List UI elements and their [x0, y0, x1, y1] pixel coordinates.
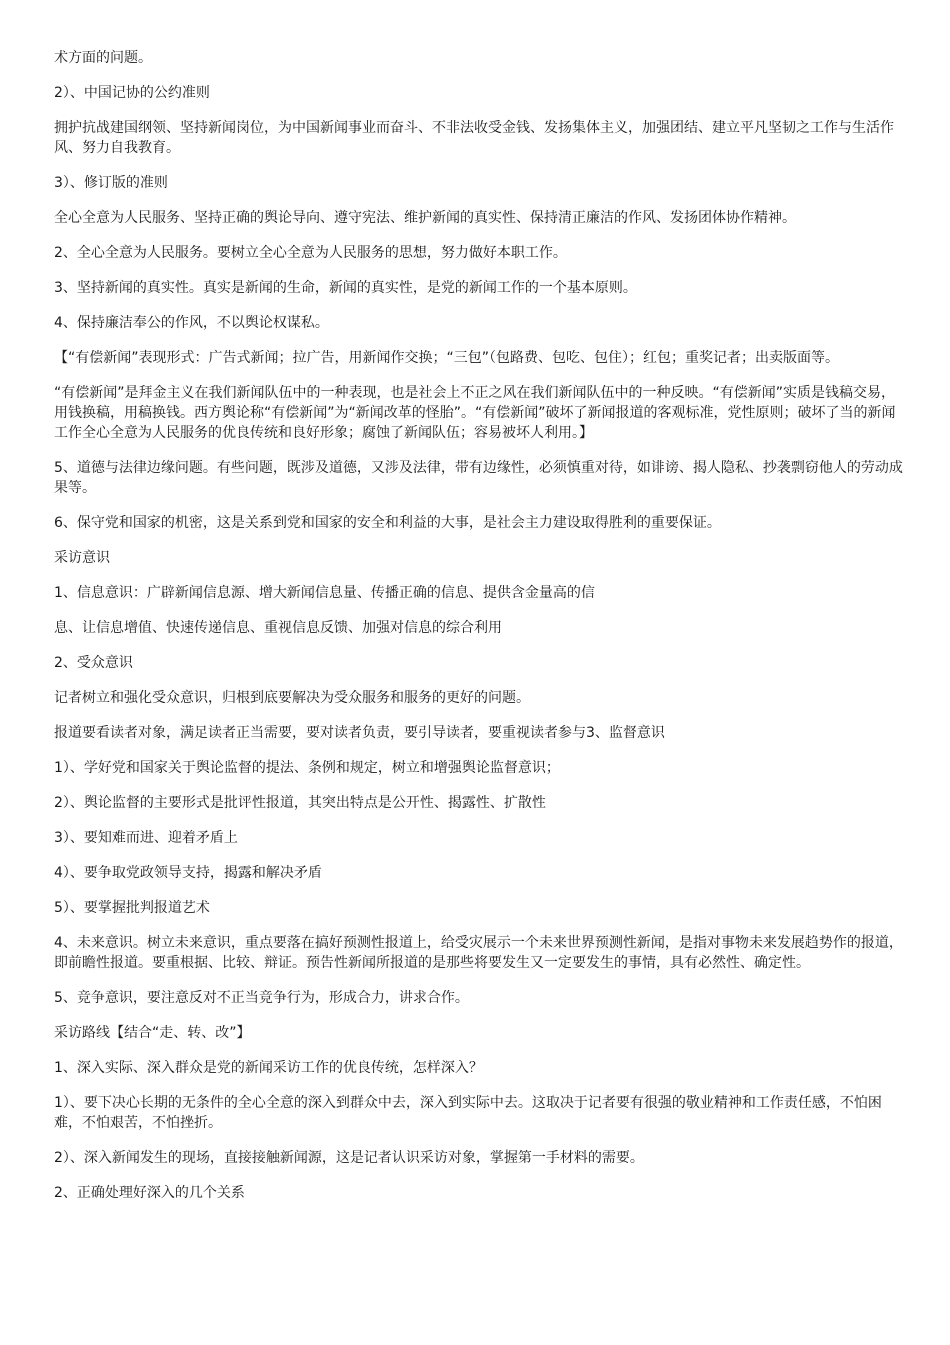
paragraph: 5）、要掌握批判报道艺术 — [54, 900, 210, 916]
paragraph: 5、道德与法律边缘问题。有些问题，既涉及道德，又涉及法律，带有边缘性，必须慎重对待，如诽谤、揭人隐私、抄袭剽窃他人的劳动成果等。 — [54, 460, 903, 496]
paragraph: “有偿新闻”是拜金主义在我们新闻队伍中的一种表现，也是社会上不正之风在我们新闻队伍中的一种反映。“有偿新闻”实质是钱稿交易，用钱换稿，用稿换钱。西方舆论称“有偿新闻”为“新闻改革的怪胎”。“有偿新闻”破坏了新闻报道的客观标准，党性原则；破坏了当的新闻工作全心全意为人民服务的优良传统和良好形象；腐蚀了新闻队伍；容易被坏人利用。】 — [54, 385, 896, 441]
paragraph: 1、信息意识：广辟新闻信息源、增大新闻信息量、传播正确的信息、提供含金量高的信 — [54, 585, 595, 601]
paragraph: 全心全意为人民服务、坚持正确的舆论导向、遵守宪法、维护新闻的真实性、保持清正廉洁的作风、发扬团体协作精神。 — [54, 210, 796, 226]
paragraph: 拥护抗战建国纲领、坚持新闻岗位，为中国新闻事业而奋斗、不非法收受金钱、发扬集体主义，加强团结、建立平凡坚韧之工作与生活作风、努力自我教育。 — [54, 120, 894, 156]
paragraph: 3）、要知难而进、迎着矛盾上 — [54, 830, 238, 846]
paragraph: 1）、要下决心长期的无条件的全心全意的深入到群众中去，深入到实际中去。这取决于记者要有很强的敬业精神和工作责任感，不怕困难，不怕艰苦，不怕挫折。 — [54, 1095, 882, 1131]
paragraph: 2、全心全意为人民服务。要树立全心全意为人民服务的思想，努力做好本职工作。 — [54, 245, 567, 261]
paragraph: 2）、中国记协的公约准则 — [54, 85, 210, 101]
paragraph: 5、竞争意识，要注意反对不正当竞争行为，形成合力，讲求合作。 — [54, 990, 469, 1006]
paragraph: 4、未来意识。树立未来意识，重点要落在搞好预测性报道上，给受灾展示一个未来世界预测性新闻，是指对事物未来发展趋势作的报道，即前瞻性报道。要重根据、比较、辩证。预告性新闻所报道的是那些将要发生又一定要发生的事情，具有必然性、确定性。 — [54, 935, 903, 971]
paragraph: 记者树立和强化受众意识，归根到底要解决为受众服务和服务的更好的问题。 — [54, 690, 530, 706]
paragraph: 术方面的问题。 — [54, 50, 152, 66]
paragraph: 3）、修订版的准则 — [54, 175, 168, 191]
paragraph: 2）、舆论监督的主要形式是批评性报道，其突出特点是公开性、揭露性、扩散性 — [54, 795, 546, 811]
paragraph: 6、保守党和国家的机密，这是关系到党和国家的安全和利益的大事，是社会主力建设取得胜利的重要保证。 — [54, 515, 721, 531]
paragraph: 3、坚持新闻的真实性。真实是新闻的生命，新闻的真实性，是党的新闻工作的一个基本原则。 — [54, 280, 637, 296]
document-body — [54, 48, 906, 1218]
paragraph: 2）、深入新闻发生的现场，直接接触新闻源，这是记者认识采访对象，掌握第一手材料的需要。 — [54, 1150, 644, 1166]
paragraph: 1、深入实际、深入群众是党的新闻采访工作的优良传统，怎样深入？ — [54, 1060, 483, 1076]
paragraph: 报道要看读者对象，满足读者正当需要，要对读者负责，要引导读者，要重视读者参与3、监督意识 — [54, 725, 665, 741]
paragraph: 2、受众意识 — [54, 655, 133, 671]
section-heading: 采访路线【结合“走、转、改”】 — [54, 1025, 251, 1041]
section-heading: 采访意识 — [54, 550, 110, 566]
paragraph: 【“有偿新闻”表现形式：广告式新闻；拉广告，用新闻作交换；“三包”（包路费、包吃、包住）；红包；重奖记者；出卖版面等。 — [54, 350, 840, 366]
paragraph: 4、保持廉洁奉公的作风，不以舆论权谋私。 — [54, 315, 329, 331]
paragraph: 2、正确处理好深入的几个关系 — [54, 1185, 245, 1201]
paragraph: 息、让信息增值、快速传递信息、重视信息反馈、加强对信息的综合利用 — [54, 620, 502, 636]
paragraph: 1）、学好党和国家关于舆论监督的提法、条例和规定，树立和增强舆论监督意识； — [54, 760, 560, 776]
paragraph: 4）、要争取党政领导支持，揭露和解决矛盾 — [54, 865, 322, 881]
